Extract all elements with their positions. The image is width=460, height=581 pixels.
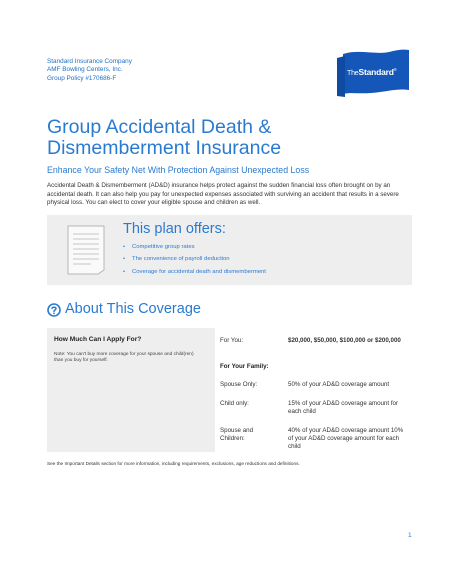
offer-item: • Coverage for accidental death and dismemberment <box>123 266 266 278</box>
logo-the: The <box>347 70 359 77</box>
family-heading: For Your Family: <box>220 363 269 370</box>
intro-paragraph: Accidental Death & Dismemberment (AD&D) insurance helps protect against the sudden financial loss often brought on by an accidental death. It can also help you pay for unexpected expenses associated with surviving an accident that results in a severe physical loss. You can elect to cover your eligible spouse and children as well. <box>47 182 399 207</box>
plan-offers-panel <box>47 215 412 285</box>
logo-wordmark <box>347 67 396 77</box>
company-info <box>47 58 132 83</box>
question-circle-icon <box>47 303 61 317</box>
spouse-children-label: Spouse and Children: <box>220 427 254 442</box>
logo-name: Standard <box>358 67 394 77</box>
child-only-label: Child only: <box>220 400 249 407</box>
offer-item: • Competitive group rates <box>123 241 266 253</box>
offers-title: This plan offers: <box>123 221 226 237</box>
policy-number: Group Policy #170686-F <box>47 74 117 82</box>
page-number: 1 <box>408 532 412 539</box>
coverage-question: How Much Can I Apply For? <box>54 336 142 343</box>
company-name: Standard Insurance Company <box>47 58 132 65</box>
document-icon <box>65 224 107 276</box>
for-you-value: $20,000, $50,000, $100,000 or $200,000 <box>288 337 401 344</box>
spouse-only-value: 50% of your AD&D coverage amount <box>288 381 390 388</box>
about-title: About This Coverage <box>65 301 201 317</box>
spouse-only-label: Spouse Only: <box>220 381 258 388</box>
offer-item: • The convenience of payroll deduction <box>123 253 266 265</box>
child-only-value: 15% of your AD&D coverage amount for each child <box>288 400 399 415</box>
logo-reg: ® <box>393 67 397 73</box>
coverage-note: Note: You can't buy more coverage for your spouse and child(ren) than you buy for yourself. <box>54 352 194 364</box>
page-title: Group Accidental Death & Dismemberment Insurance <box>47 116 282 159</box>
coverage-question-panel <box>47 328 215 452</box>
offers-list <box>123 241 266 278</box>
footnote: See the Important Details section for more information, including requirements, exclusions, age reductions and definitions. <box>47 461 300 466</box>
page-subtitle: Enhance Your Safety Net With Protection Against Unexpected Loss <box>47 165 310 175</box>
client-name: AMF Bowling Centers, Inc. <box>47 66 123 74</box>
coverage-amounts-panel <box>215 328 412 452</box>
for-you-label: For You: <box>220 337 244 344</box>
spouse-children-value: 40% of your AD&D coverage amount 10% of your AD&D coverage amount for each child <box>288 427 404 450</box>
